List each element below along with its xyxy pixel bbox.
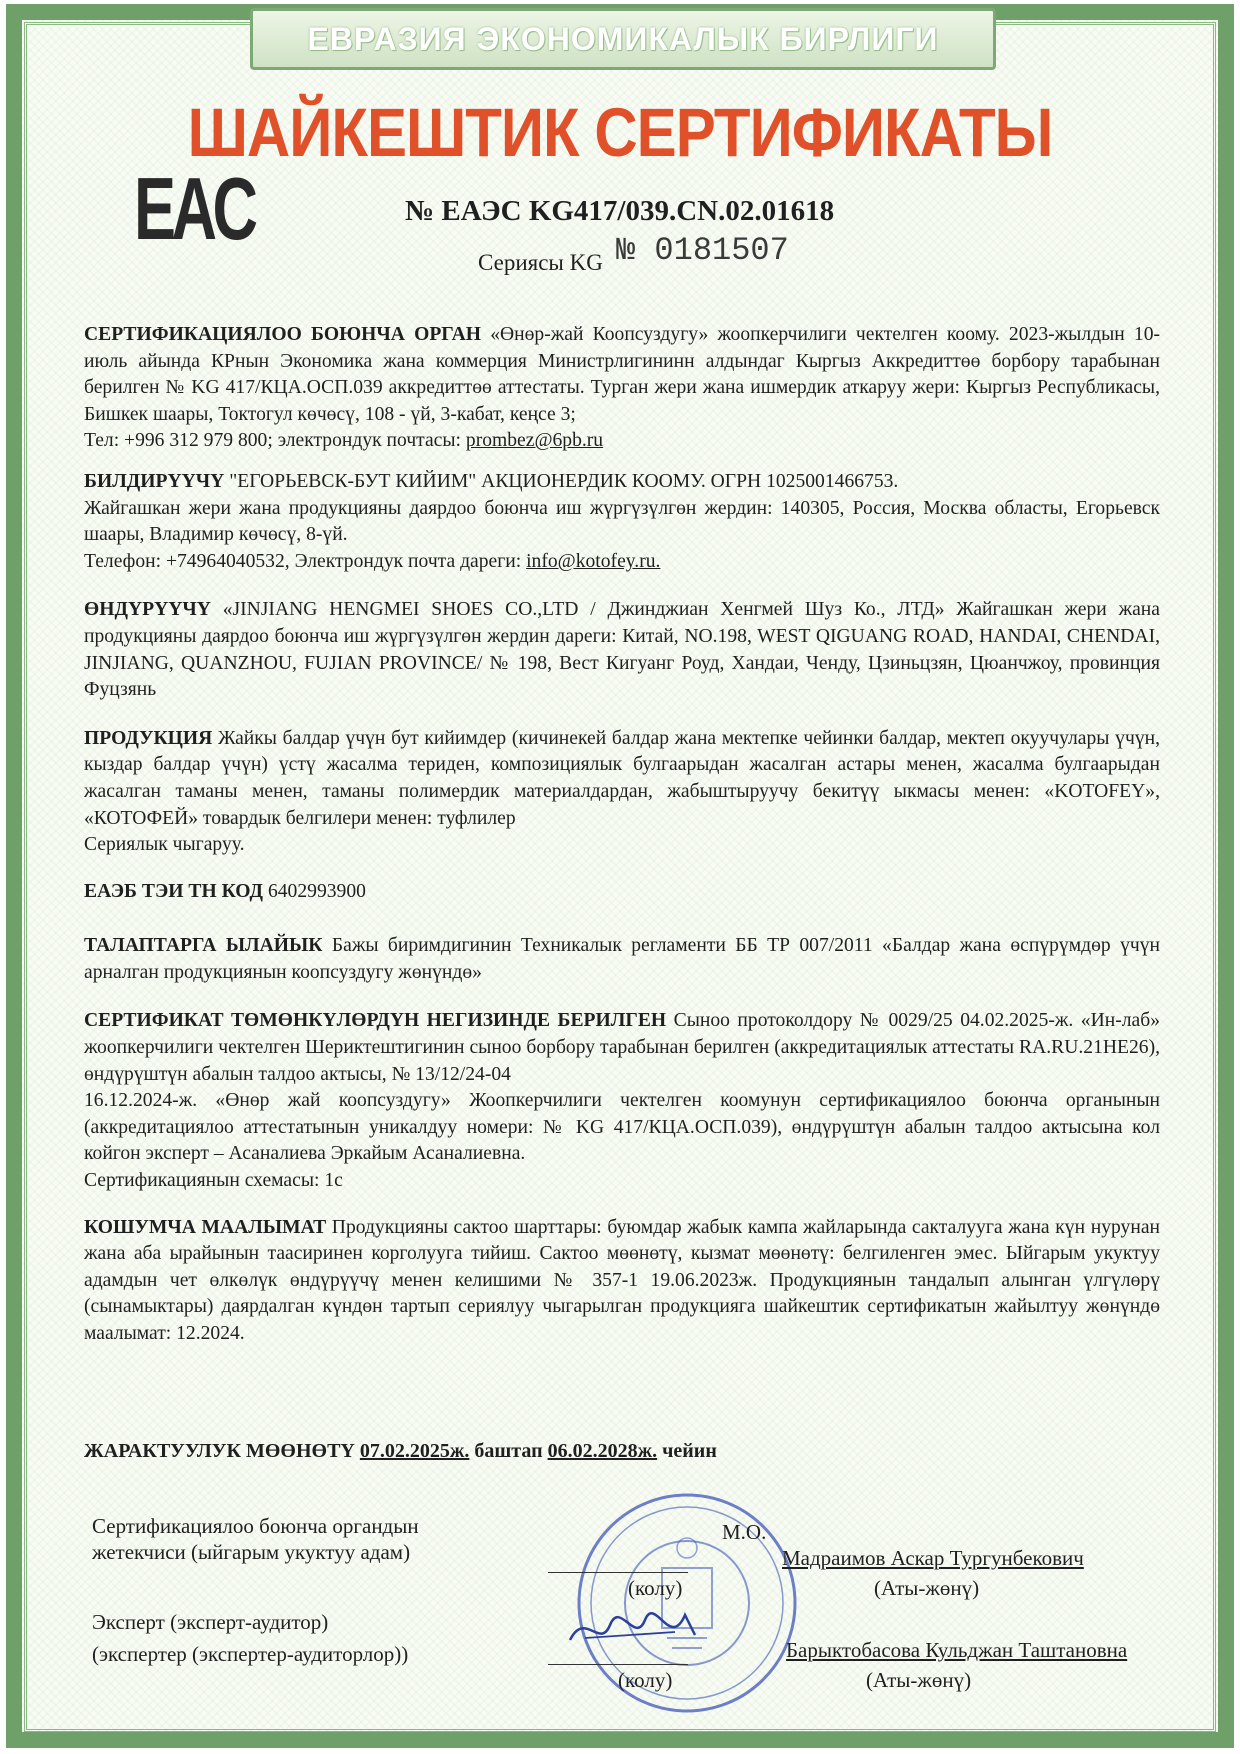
expert-signature: [565, 1600, 705, 1660]
head-name: Мадраимов Аскар Тургунбекович: [782, 1546, 1084, 1570]
contacts-text: Тел: +996 312 979 800; электрондук почтасы:: [84, 430, 461, 452]
section-label: СЕРТИФИКАТ ТӨМӨНКҮЛӨРДҮН НЕГИЗИНДЕ БЕРИЛГЕН: [84, 1010, 667, 1032]
series-label: Сериясы KG: [478, 250, 603, 275]
valid-to-date: 06.02.2028ж.: [547, 1440, 658, 1462]
section-text: Продукцияны сактоо шарттары: буюмдар жабык кампа жайларында сакталууга жана күн нурунан жана аба ырайынын таасиринен корголууга тийиш. Сактоо мөөнөтү, кызмат мөөнөтү: белгиленген эмес. Ыйгарым укуктуу адамдын чет өлкөлүк өндүрүүчү менен келишими № 357-1 19.06.2023ж. Продукциянын тандалып алынган үлгүлөрү (сынамыктары) даярдалган күндөн тартып сериялуу чыгарылган продукцияга шайкештик сертификатын жайылтуу жөнүндө маалымат: 12.2024.: [84, 1216, 1160, 1344]
applicant-name: "ЕГОРЬЕВСК-БУТ КИЙИМ" АКЦИОНЕРДИК КООМУ. ОГРН 1025001466753.: [229, 470, 899, 492]
validity-period: [84, 1440, 717, 1463]
serial-text: Сериялык чыгаруу.: [84, 834, 245, 856]
series-number: № 0181507: [616, 232, 789, 269]
expert-name: Барыктобасова Кульджан Таштановна: [786, 1638, 1128, 1662]
tn-code-section: [84, 879, 1160, 906]
section-text: «Өнөр-жай Коопсуздугу» жоопкерчилиги чектелген коому. 2023-жылдын 10-июль айында КРнын Экономика жана коммерция Министрлигининн алдындаг Кыргыз Аккредиттөө борбору тарабынан берилген № KG 417/КЦА.ОСП.039 аккредиттөө аттестаты. Турган жери жана ишмердик аткаруу жери: Кыргыз Республикасы, Бишкек шаары, Токтогул көчөсү, 108 - үй, 3-кабат, кеңсе 3;: [84, 324, 1161, 425]
certificate-number: № ЕАЭС KG417/039.CN.02.01618: [405, 195, 835, 227]
basis-section: [84, 1008, 1160, 1194]
section-text: Жайкы балдар үчүн бут кийимдер (кичинекей балдар жана мектепке чейинки балдар, мектеп окуучулары үчүн, кыздар балдар үчүн) үстү жасалма териден, композициялык булгаарыдан жасалган астары менен, жасалма булгаарыдан жасалган таманы менен, таманы полимердик материалдардан, жабыштыруучу бекитүү ыкмасы менен: «KOTOFEY», «КОТОФЕЙ» товардык белгилери менен: туфлилер: [84, 727, 1160, 829]
applicant-address: Жайгашкан жери жана продукцияны даярдоо боюнча иш жүргүзүлгөн жердин: 140305, Россия, Москва областы, Егорьевск шаары, Владимир көчөсү, 8-үй.: [84, 497, 1160, 546]
head-role-line2: жетекчиси (ыйгарым укуктуу адам): [92, 1540, 411, 1564]
head-role-line1: Сертификациялоо боюнча органдын: [92, 1514, 419, 1538]
expert-role-line1: Эксперт (эксперт-аудитор): [92, 1610, 329, 1634]
additional-info-section: [84, 1215, 1160, 1348]
section-label: ПРОДУКЦИЯ: [84, 727, 213, 749]
section-label: КОШУМЧА МААЛЫМАТ: [84, 1216, 327, 1238]
email-link[interactable]: prombez@6pb.ru: [465, 430, 604, 452]
expert-name-caption: (Аты-жөнү): [866, 1668, 972, 1692]
validity-suffix: чейин: [662, 1440, 717, 1462]
section-label: ӨНДҮРҮҮЧҮ: [84, 599, 211, 621]
section-label: ТАЛАПТАРГА ЫЛАЙЫК: [84, 935, 323, 957]
email-link[interactable]: info@kotofey.ru.: [526, 550, 661, 572]
section-label: ЕАЭБ ТЭИ ТН КОД: [84, 880, 264, 902]
section-text: 16.12.2024-ж. «Өнөр жай коопсуздугу» Жоопкерчилиги чектелген коомунун сертификациялоо боюнча органынын (аккредитациялоо аттестатынын уникалдуу номери: № KG 417/КЦА.ОСП.039), өндүрүштүн абалын талдоо актысына кол койгон эксперт – Асаналиева Эркайым Асаналиевна.: [84, 1090, 1160, 1165]
requirements-section: [84, 933, 1160, 986]
applicant-section: [84, 469, 1160, 575]
head-signature-line: [548, 1572, 688, 1573]
expert-role-line2: (экспертер (экспертер-аудиторлор)): [92, 1642, 409, 1666]
head-sign-caption: (колу): [628, 1576, 683, 1600]
certificate-body: [84, 322, 1160, 1348]
section-text: Сыноо протоколдору № 0029/25 04.02.2025-ж. «Ин-лаб» жоопкерчилиги чектелген Шериктештигинин сыноо борбору тарабынан берилген (аккредитациялык аттестаты RA.RU.21НЕ26), өндүрүштүн абалын талдоо актысы, № 13/12/24-04: [84, 1010, 1161, 1085]
valid-from-date: 07.02.2025ж.: [359, 1440, 470, 1462]
section-label: БИЛДИРҮҮЧҮ: [84, 470, 225, 492]
section-text: «JINJIANG HENGMEI SHOES CO.,LTD / Джинджиан Хенгмей Шуз Ко., ЛТД» Жайгашкан жери жана продукцияны даярдоо боюнча иш жүргүзүлгөн жердин дареги: Китай, NO.198, WEST QIGUANG ROAD, HANDAI, CHENDAI, JINJIANG, QUANZHOU, FUJIAN PROVINCE/ № 198, Вест Кигуанг Роуд, Хандаи, Ченду, Цзиньцзян, Цюанчжоу, провинция Фуцзянь: [84, 599, 1160, 701]
expert-signature-line: [548, 1664, 688, 1665]
product-section: [84, 726, 1160, 859]
expert-sign-caption: (колу): [618, 1668, 673, 1692]
eac-logo: EAC: [134, 159, 254, 258]
certification-body-section: [84, 322, 1160, 455]
validity-label: ЖАРАКТУУЛУК МӨӨНӨТҮ: [84, 1440, 355, 1462]
head-name-caption: (Аты-жөнү): [874, 1576, 980, 1600]
union-banner: ЕВРАЗИЯ ЭКОНОМИКАЛЫК БИРЛИГИ: [250, 8, 996, 70]
tn-code-value: 6402993900: [267, 880, 366, 902]
scheme-text: Сертификациянын схемасы: 1с: [84, 1170, 343, 1192]
manufacturer-section: [84, 597, 1160, 703]
contacts-text: Телефон: +74964040532, Электрондук почта дареги:: [84, 550, 522, 572]
section-label: СЕРТИФИКАЦИЯЛОО БОЮНЧА ОРГАН: [84, 324, 482, 345]
section-text: Бажы биримдигинин Техникалык регламенти ББ ТР 007/2011 «Балдар жана өспүрүмдөр үчүн арналган продукциянын коопсуздугу жөнүндө»: [84, 935, 1160, 983]
validity-between: баштап: [474, 1440, 543, 1462]
certificate-title: ШАЙКЕШТИК СЕРТИФИКАТЫ: [187, 93, 1053, 172]
mp-mark: М.О.: [722, 1520, 767, 1544]
